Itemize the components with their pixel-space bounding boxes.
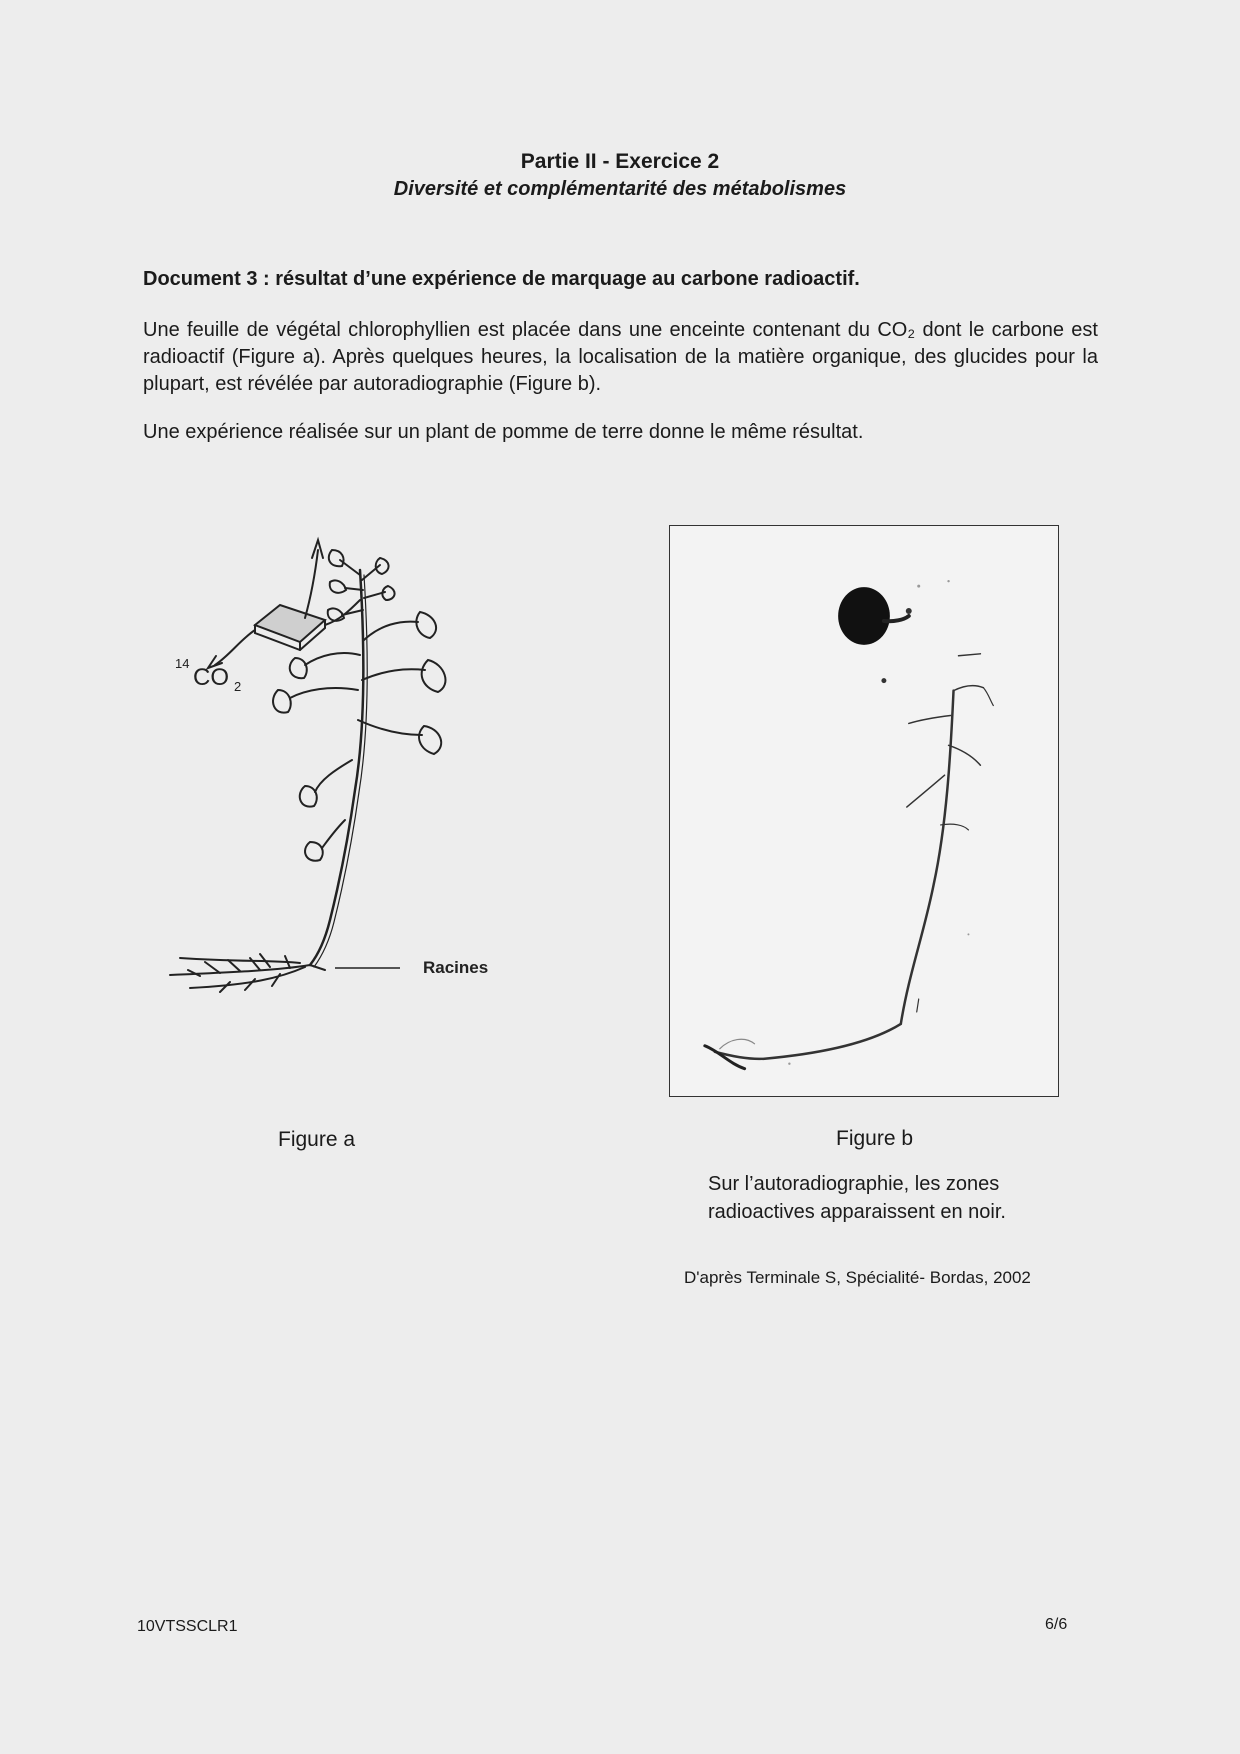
footer-exam-code: 10VTSSCLR1	[137, 1618, 238, 1635]
exercise-title: Partie II - Exercice 2	[520, 150, 720, 173]
figure-b-autoradiograph	[670, 526, 1058, 1096]
paragraph-experiment: Une feuille de végétal chlorophyllien est placée dans une enceinte contenant du CO₂ dont le carbone est radioactif (Figure a). Après quelques heures, la localisation de la matière organique, des glucides pour la plupart, est révélée par autoradiographie (Figure b).	[143, 319, 1098, 395]
figure-a-plant-drawing	[160, 530, 520, 1020]
figure-b-caption: Figure b	[836, 1127, 914, 1150]
footer-page-number: 6/6	[1045, 1616, 1068, 1633]
co2-subscript: 2	[234, 679, 242, 694]
co2-superscript: 14	[175, 656, 190, 671]
figure-b-autoradiograph-frame	[669, 525, 1059, 1097]
figure-b-note-line2: radioactives apparaissent en noir.	[708, 1201, 1006, 1223]
co2-label: CO	[193, 664, 229, 691]
racines-label: Racines	[423, 958, 489, 977]
exercise-subtitle: Diversité et complémentarité des métabolismes	[393, 178, 847, 200]
document-title: Document 3 : résultat d’une expérience de marquage au carbone radioactif.	[143, 268, 860, 290]
figure-a-caption: Figure a	[278, 1128, 356, 1151]
source-citation: D'après Terminale S, Spécialité- Bordas, 2002	[684, 1268, 1031, 1287]
figure-b-note	[708, 1170, 1006, 1226]
figure-b-note-line1: Sur l’autoradiographie, les zones	[708, 1173, 1000, 1195]
paragraph-potato: Une expérience réalisée sur un plant de pomme de terre donne le même résultat.	[143, 421, 864, 443]
